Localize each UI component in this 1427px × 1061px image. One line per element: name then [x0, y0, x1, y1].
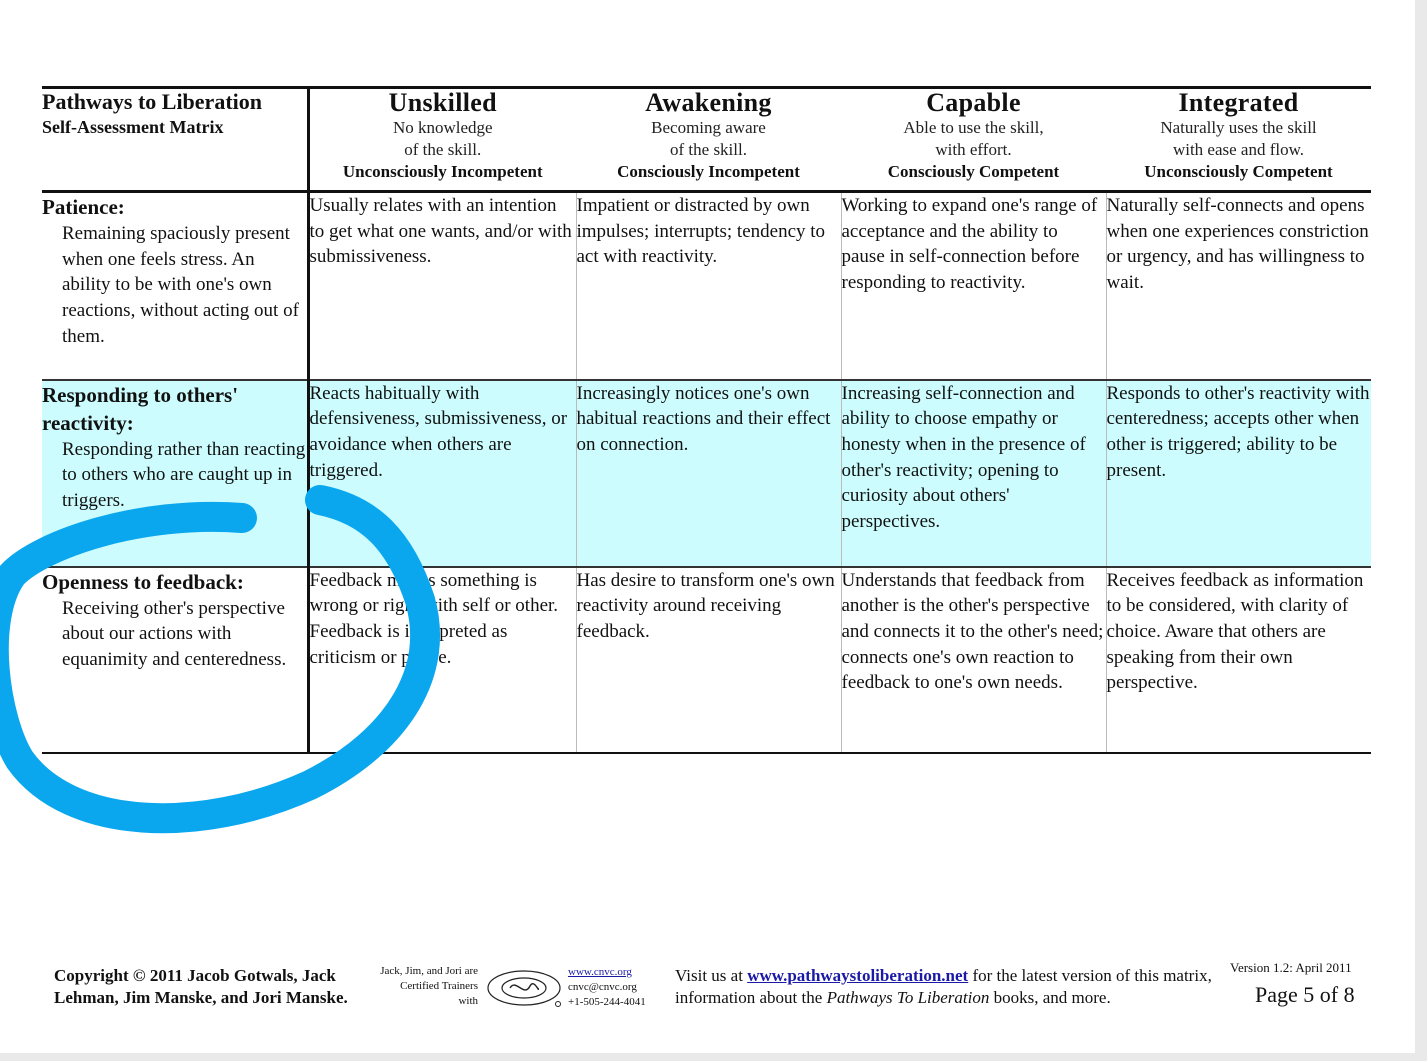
- level-description-cell: Increasing self-connection and ability to choose empathy or honesty when in the presence of other's reactivity; opening to curiosity about others' perspectives.: [841, 380, 1106, 567]
- level-desc: of the skill.: [670, 140, 747, 159]
- skill-cell: [42, 380, 308, 567]
- version-label: Version 1.2: April 2011: [1230, 960, 1352, 975]
- level-desc: with effort.: [935, 140, 1012, 159]
- level-name: Unskilled: [388, 88, 497, 117]
- website-link[interactable]: www.pathwaystoliberation.net: [747, 966, 969, 985]
- skill-cell: [42, 192, 308, 380]
- cnvc-url-link[interactable]: www.cnvc.org: [568, 966, 632, 978]
- trainers-line: with: [458, 995, 478, 1007]
- level-header-unskilled: [308, 88, 576, 192]
- cnvc-email: cnvc@cnvc.org: [568, 981, 637, 993]
- level-name: Awakening: [645, 88, 772, 117]
- level-description-cell: Receives feedback as information to be considered, with clarity of choice. Aware that others are speaking from their own perspective.: [1106, 567, 1371, 753]
- level-header-awakening: [576, 88, 841, 192]
- matrix-subtitle: Self-Assessment Matrix: [42, 117, 224, 137]
- skill-row-patience: [42, 192, 1371, 380]
- level-description-cell: Increasingly notices one's own habitual reactions and their effect on connection.: [576, 380, 841, 567]
- level-name: Integrated: [1178, 88, 1299, 117]
- trainers-line: Jack, Jim, and Jori are: [380, 965, 478, 977]
- level-description-cell: Impatient or distracted by own impulses; interrupts; tendency to act with reactivity.: [576, 192, 841, 380]
- visit-mid: for the latest version of this matrix, information about the: [675, 966, 1212, 1007]
- visit-note: [675, 965, 1215, 1009]
- level-tag: Unconsciously Competent: [1144, 162, 1333, 181]
- skill-definition: Receiving other's perspective about our actions with equanimity and centeredness.: [62, 597, 287, 670]
- skill-name: Responding to others' reactivity:: [42, 382, 239, 435]
- skill-definition: Responding rather than reacting to others who are caught up in triggers.: [62, 438, 306, 511]
- level-desc: Naturally uses the skill: [1160, 118, 1317, 137]
- self-assessment-matrix: [42, 86, 1371, 754]
- level-desc: Able to use the skill,: [903, 118, 1044, 137]
- matrix-header-row: [42, 88, 1371, 192]
- matrix-title: Pathways to Liberation: [42, 89, 262, 114]
- copyright-notice: [54, 965, 348, 1009]
- skill-name: Patience:: [42, 195, 125, 219]
- viewer-edge-right: [1415, 0, 1427, 1061]
- viewer-edge-bottom: [0, 1053, 1427, 1061]
- skill-cell: [42, 567, 308, 753]
- level-description-cell: Working to expand one's range of acceptance and the ability to pause in self-connection before responding to reactivity.: [841, 192, 1106, 380]
- level-description-cell: Feedback means something is wrong or right with self or other. Feedback is interpreted as criticism or praise.: [308, 567, 576, 753]
- level-header-capable: [841, 88, 1106, 192]
- trainers-note: [360, 964, 478, 1009]
- level-tag: Consciously Competent: [887, 162, 1060, 181]
- level-desc: of the skill.: [404, 140, 482, 159]
- level-description-cell: Usually relates with an intention to get what one wants, and/or with submissiveness.: [308, 192, 576, 380]
- copyright-line: Copyright © 2011 Jacob Gotwals, Jack: [54, 966, 336, 985]
- level-description-cell: Reacts habitually with defensiveness, submissiveness, or avoidance when others are triggered.: [308, 380, 576, 567]
- level-header-integrated: [1106, 88, 1371, 192]
- level-name: Capable: [926, 88, 1021, 117]
- skill-row-responding-to-reactivity: [42, 380, 1371, 567]
- trainers-line: Certified Trainers: [400, 980, 478, 992]
- cnvc-phone: +1-505-244-4041: [568, 996, 646, 1008]
- level-desc: Becoming aware: [651, 118, 766, 137]
- page-number: Page 5 of 8: [1255, 982, 1355, 1007]
- copyright-line: Lehman, Jim Manske, and Jori Manske.: [54, 988, 348, 1007]
- level-tag: Unconsciously Incompetent: [342, 162, 543, 181]
- page-footer: [0, 955, 1427, 1025]
- cnvc-logo-icon: [484, 964, 564, 1008]
- skill-definition: Remaining spaciously present when one feels stress. An ability to be with one's own reactions, without acting out of them.: [62, 223, 299, 347]
- visit-prefix: Visit us at: [675, 966, 748, 985]
- book-title: Pathways To Liberation: [826, 988, 990, 1007]
- level-description-cell: Has desire to transform one's own reactivity around receiving feedback.: [576, 567, 841, 753]
- level-description-cell: Responds to other's reactivity with centeredness; accepts other when other is triggered; ability to be present.: [1106, 380, 1371, 567]
- level-desc: No knowledge: [392, 118, 493, 137]
- matrix-title-cell: [42, 88, 308, 192]
- level-description-cell: Naturally self-connects and opens when one experiences constriction or urgency, and has willingness to wait.: [1106, 192, 1371, 380]
- level-tag: Consciously Incompetent: [617, 162, 800, 181]
- visit-suffix: books, and more.: [989, 988, 1111, 1007]
- skill-row-openness-to-feedback: [42, 567, 1371, 753]
- level-desc: with ease and flow.: [1172, 140, 1305, 159]
- skill-name: Openness to feedback:: [42, 569, 244, 594]
- level-description-cell: Understands that feedback from another is the other's perspective and connects it to the other's need; connects one's own reaction to feedback to one's own needs.: [841, 567, 1106, 753]
- cnvc-contact: [568, 965, 646, 1010]
